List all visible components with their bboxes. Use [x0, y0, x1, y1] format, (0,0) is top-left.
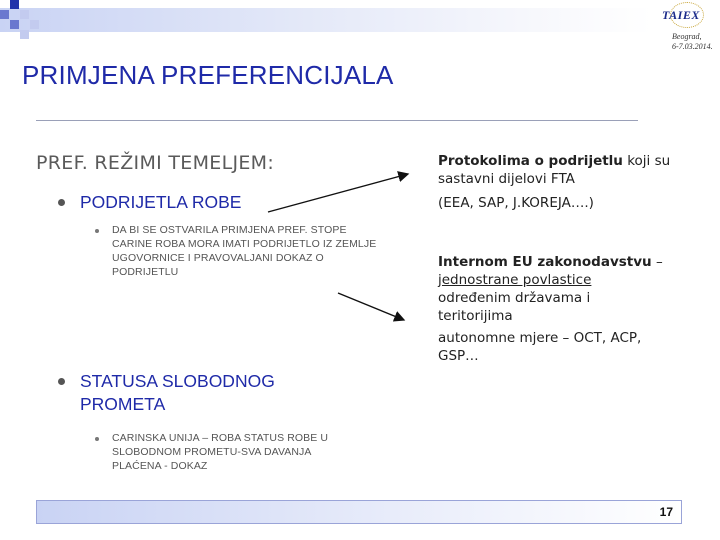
protocols-line-2: sastavni dijelovi FTA [438, 171, 575, 187]
internal-line-2: jednostrane povlastice [438, 272, 592, 288]
internal-bold: Internom EU zakonodavstvu [438, 254, 652, 270]
internal-dash: – [651, 254, 663, 270]
place-line: Beograd, [672, 32, 702, 41]
protocols-line-1 [438, 152, 688, 170]
arrow-to-internal-legislation [338, 293, 404, 320]
internal-line-3: određenim državama i [438, 290, 591, 306]
free-circulation-sub-text: CARINSKA UNIJA – ROBA STATUS ROBE U SLOBODNOM PROMETU-SVA DAVANJA PLAĆENA - DOKAZ [112, 432, 329, 472]
item-label-line: PROMETA [80, 394, 166, 414]
origin-sub-text: DA BI SE OSTVARILA PRIMJENA PREF. STOPE CARINE ROBA MORA IMATI PODRIJETLO IZ ZEMLJE UGOVORNICE I PRAVOVALJANI DOKAZ O PODRIJETLU [112, 224, 377, 278]
internal-line-5: autonomne mjere – OCT, ACP, [438, 330, 642, 346]
internal-line-4: teritorijima [438, 308, 513, 324]
logo-text: TAIEX [662, 8, 700, 22]
footer-bar [36, 500, 682, 524]
internal-legislation-block [438, 253, 688, 365]
date-line: 6-7.03.2014. [672, 42, 713, 51]
protocols-block [438, 152, 688, 212]
section-heading: PREF. REŽIMI TEMELJEM: [36, 152, 275, 174]
protocols-line-3: (EEA, SAP, J.KOREJA….) [438, 195, 594, 211]
internal-line-6: GSP… [438, 348, 479, 364]
arrow-to-protocols [268, 174, 408, 212]
item-label-origin: PODRIJETLA ROBE [80, 192, 242, 212]
item-label-line: STATUSA SLOBODNOG [80, 371, 275, 391]
page-number: 17 [659, 505, 673, 519]
internal-line-1 [438, 253, 688, 271]
protocols-rest: koji su [622, 153, 671, 169]
protocols-bold: Protokolima o podrijetlu [438, 153, 623, 169]
slide-title: PRIMJENA PREFERENCIJALA [22, 60, 394, 90]
